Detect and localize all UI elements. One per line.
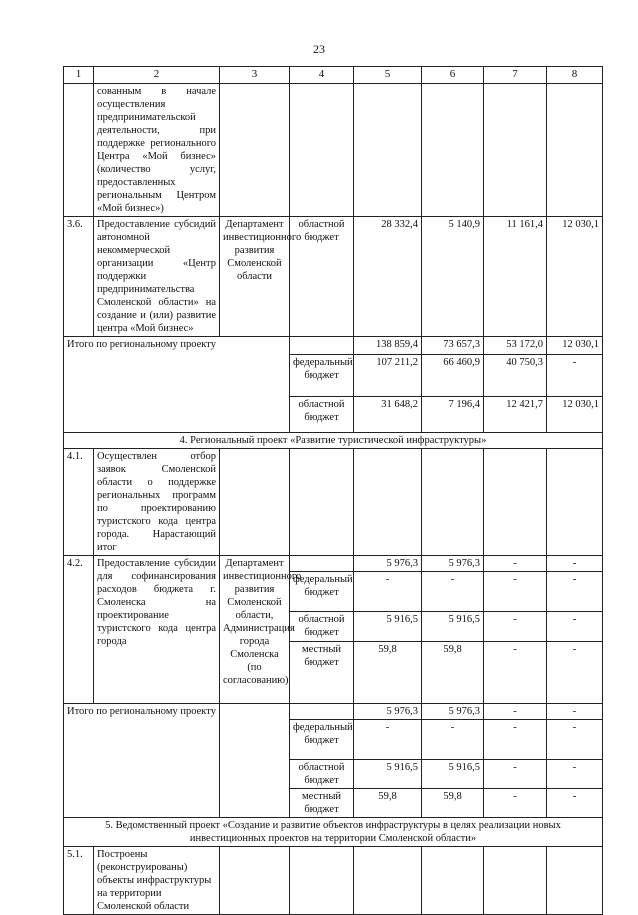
- item-name: сованным в начале осуществления предпринимательской деятельности, при поддержке регионального Центра «Мой бизнес» (количество услуг, предоставленных региональным Центром «Мой бизнес»): [94, 84, 220, 217]
- value-col7: -: [484, 642, 547, 704]
- value-col5: 5 916,5: [354, 612, 422, 642]
- item-number: 3.6.: [64, 217, 94, 337]
- value-col8: 12 030,1: [547, 397, 603, 433]
- value-col5: 28 332,4: [354, 217, 422, 337]
- funding-source: областной бюджет: [290, 760, 354, 789]
- table-cell: [220, 84, 290, 217]
- value-col6: 7 196,4: [422, 397, 484, 433]
- value-col8: -: [547, 720, 603, 760]
- funding-source: федеральный бюджет: [290, 355, 354, 397]
- table-row: [64, 449, 603, 556]
- table-cell: [484, 847, 547, 915]
- item-name: Предоставление субсидий автономной некоммерческой организации «Центр поддержки предпринимательства Смоленской области» на создание и (или) развитие центра «Мой бизнес»: [94, 217, 220, 337]
- table-row: [64, 556, 603, 572]
- executor: Департамент инвестиционного развития Смоленской области: [220, 217, 290, 337]
- item-name: Построены (реконструированы) объекты инфраструктуры на территории Смоленской области: [94, 847, 220, 915]
- total-label: Итого по региональному проекту: [64, 337, 290, 433]
- table-cell: [484, 84, 547, 217]
- table-cell: [290, 847, 354, 915]
- value-col6: -: [422, 572, 484, 612]
- value-col5: 5 976,3: [354, 704, 422, 720]
- total-row: [64, 704, 603, 720]
- header-cell: 4: [290, 67, 354, 84]
- value-col6: 59,8: [422, 789, 484, 818]
- value-col7: -: [484, 789, 547, 818]
- value-col6: 59,8: [422, 642, 484, 704]
- table-cell: [290, 449, 354, 556]
- item-number: 4.1.: [64, 449, 94, 556]
- funding-source: местный бюджет: [290, 789, 354, 818]
- table-cell: [354, 449, 422, 556]
- value-col7: 12 421,7: [484, 397, 547, 433]
- table-cell: [290, 84, 354, 217]
- table-row: [64, 847, 603, 915]
- value-col5: 59,8: [354, 642, 422, 704]
- table-cell: [422, 449, 484, 556]
- value-col6: -: [422, 720, 484, 760]
- section-row: [64, 433, 603, 449]
- value-col5: -: [354, 572, 422, 612]
- table-cell: [220, 449, 290, 556]
- section-title: 4. Региональный проект «Развитие туристической инфраструктуры»: [64, 433, 603, 449]
- section-row: [64, 818, 603, 847]
- item-number: 4.2.: [64, 556, 94, 704]
- table-cell: [547, 847, 603, 915]
- value-col6: 5 140,9: [422, 217, 484, 337]
- table-cell: [354, 847, 422, 915]
- table-header-row: [64, 67, 603, 84]
- funding-source: [290, 556, 354, 572]
- value-col8: -: [547, 642, 603, 704]
- value-col8: -: [547, 760, 603, 789]
- value-col6: 66 460,9: [422, 355, 484, 397]
- table-cell: [547, 84, 603, 217]
- table-row: [64, 84, 603, 217]
- item-name: Предоставление субсидии для софинансирования расходов бюджета г. Смоленска на проектирование туристского кода центра города: [94, 556, 220, 704]
- funding-source: [290, 704, 354, 720]
- value-col8: -: [547, 572, 603, 612]
- table-cell: [422, 84, 484, 217]
- value-col8: -: [547, 612, 603, 642]
- value-col7: 11 161,4: [484, 217, 547, 337]
- value-col7: -: [484, 704, 547, 720]
- funding-source: федеральный бюджет: [290, 572, 354, 612]
- table-row: [64, 217, 603, 337]
- item-name: Осуществлен отбор заявок Смоленской области о поддержке региональных программ по проектированию туристского кода центра города. Нарастающий итог: [94, 449, 220, 556]
- funding-source: федеральный бюджет: [290, 720, 354, 760]
- value-col7: -: [484, 572, 547, 612]
- budget-table: [63, 66, 603, 915]
- table-cell: [547, 449, 603, 556]
- header-cell: 5: [354, 67, 422, 84]
- total-label: Итого по региональному проекту: [64, 704, 220, 818]
- value-col5: 59,8: [354, 789, 422, 818]
- value-col8: -: [547, 355, 603, 397]
- value-col8: 12 030,1: [547, 217, 603, 337]
- value-col6: 5 976,3: [422, 704, 484, 720]
- funding-source: областной бюджет: [290, 217, 354, 337]
- funding-source: областной бюджет: [290, 397, 354, 433]
- item-number: 5.1.: [64, 847, 94, 915]
- value-col8: -: [547, 789, 603, 818]
- funding-source: местный бюджет: [290, 642, 354, 704]
- table-cell: [64, 84, 94, 217]
- value-col7: -: [484, 556, 547, 572]
- executor: Департамент инвестиционного развития Смоленской области, Администрация города Смоленска (по согласованию): [220, 556, 290, 704]
- funding-source: областной бюджет: [290, 612, 354, 642]
- table-cell: [484, 449, 547, 556]
- header-cell: 6: [422, 67, 484, 84]
- value-col8: -: [547, 556, 603, 572]
- table-cell: [220, 704, 290, 818]
- value-col6: 5 916,5: [422, 760, 484, 789]
- header-cell: 7: [484, 67, 547, 84]
- value-col7: 40 750,3: [484, 355, 547, 397]
- page-number: 23: [313, 42, 325, 56]
- header-cell: 8: [547, 67, 603, 84]
- table-cell: [422, 847, 484, 915]
- value-col5: 107 211,2: [354, 355, 422, 397]
- value-col5: 5 916,5: [354, 760, 422, 789]
- value-col8: -: [547, 704, 603, 720]
- table-cell: [354, 84, 422, 217]
- value-col5: -: [354, 720, 422, 760]
- section-title: 5. Ведомственный проект «Создание и развитие объектов инфраструктуры в целях реализации новых инвестиционных проектов на территории Смоленской области»: [64, 818, 603, 847]
- funding-source: [290, 337, 354, 355]
- value-col7: -: [484, 612, 547, 642]
- header-cell: 2: [94, 67, 220, 84]
- header-cell: 3: [220, 67, 290, 84]
- total-row: [64, 337, 603, 355]
- value-col8: 12 030,1: [547, 337, 603, 355]
- value-col6: 73 657,3: [422, 337, 484, 355]
- value-col7: 53 172,0: [484, 337, 547, 355]
- value-col6: 5 976,3: [422, 556, 484, 572]
- value-col5: 31 648,2: [354, 397, 422, 433]
- value-col5: 5 976,3: [354, 556, 422, 572]
- table-cell: [220, 847, 290, 915]
- value-col7: -: [484, 760, 547, 789]
- value-col5: 138 859,4: [354, 337, 422, 355]
- value-col7: -: [484, 720, 547, 760]
- value-col6: 5 916,5: [422, 612, 484, 642]
- header-cell: 1: [64, 67, 94, 84]
